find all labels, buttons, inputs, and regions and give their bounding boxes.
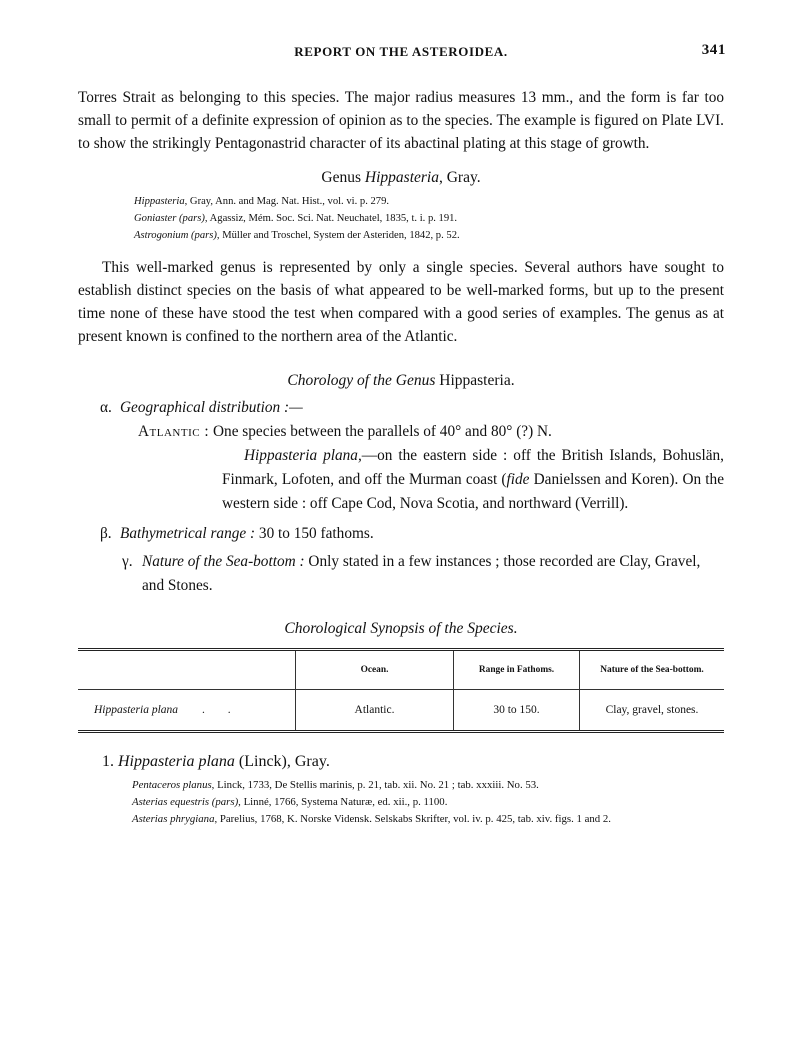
reference-item (132, 811, 724, 828)
atlantic-label: Atlantic : (138, 423, 210, 440)
reference-text: , Parelius, 1768, K. Norske Vidensk. Selskabs Skrifter, vol. iv. p. 425, tab. xiv. figs. 1 and 2. (214, 813, 611, 825)
species-author: (Linck), Gray. (234, 753, 330, 770)
distribution-detail (222, 444, 724, 516)
table-header-row (78, 650, 724, 690)
genus-name: Hippasteria (364, 169, 439, 186)
running-header (78, 40, 724, 64)
atlantic-text: One species between the parallels of 40° and 80° (?) N. (213, 423, 552, 440)
reference-name: Asterias phrygiana (132, 813, 215, 825)
genus-heading (78, 169, 724, 187)
chorology-heading (78, 372, 724, 390)
reference-name: Hippasteria (134, 196, 185, 207)
synopsis-dots: . . (202, 704, 241, 716)
bathymetrical-range (78, 522, 724, 546)
geographical-heading: Geographical distribution :— (120, 399, 303, 416)
table-header-cell: Ocean. (296, 650, 454, 690)
reference-item (134, 210, 724, 227)
page (78, 40, 724, 828)
distribution-fide: fide (506, 471, 530, 488)
species-heading (102, 753, 724, 771)
chorology-heading-italic: Chorology of the Genus (287, 372, 436, 389)
atlantic-line (138, 420, 724, 444)
genus-references (134, 193, 724, 244)
sea-bottom-text: Only stated in a few instances ; those recorded are Clay, Gravel, and Stones. (142, 553, 701, 594)
synopsis-table (78, 648, 724, 733)
table-row (78, 690, 724, 732)
bathymetrical-text: 30 to 150 fathoms. (255, 525, 374, 542)
running-title: REPORT ON THE ASTEROIDEA. (294, 44, 508, 59)
intro-paragraph: Torres Strait as belonging to this species. The major radius measures 13 mm., and the form is far too small to permit of a definite expression of opinion as to the species. The example is figured on Plate LVI. to show the strikingly Pentagonastrid character of its abactinal plating at this stage of growth. (78, 89, 724, 152)
reference-text: , Linné, 1766, Systema Naturæ, ed. xii., p. 1100. (238, 796, 448, 808)
item-label-gamma: γ. (122, 553, 133, 570)
reference-name: Asterias equestris (pars) (132, 796, 239, 808)
reference-text: , Linck, 1733, De Stellis marinis, p. 21, tab. xii. No. 21 ; tab. xxxiii. No. 53. (211, 779, 539, 791)
table-cell-bottom: Clay, gravel, stones. (580, 690, 725, 732)
reference-text: , Gray, Ann. and Mag. Nat. Hist., vol. vi. p. 279. (184, 196, 390, 207)
synopsis-heading: Chorological Synopsis of the Species. (284, 620, 518, 637)
genus-description: This well-marked genus is represented by only a single species. Several authors have sought to establish distinct species on the basis of what appeared to be well-marked forms, but up to the present time none of these have stood the test when compared with a good series of examples. The genus as at present known is confined to the northern area of the Atlantic. (78, 259, 724, 345)
table-cell-ocean: Atlantic. (296, 690, 454, 732)
distribution-text-1: —on the eastern side : off the British Islands, Bohuslän, Finmark, Lofoten, and off the Murman coast ( (222, 447, 724, 488)
chorology-heading-genus: Hippasteria. (439, 372, 515, 389)
distribution-text-2: Danielssen and Koren). On the western side : off Cape Cod, Nova Scotia, and northward (Verrill). (222, 471, 724, 512)
item-label-beta: β. (100, 525, 112, 542)
table-header-cell: Range in Fathoms. (454, 650, 580, 690)
table-cell-range: 30 to 150. (454, 690, 580, 732)
reference-name: Goniaster (pars) (134, 213, 205, 224)
genus-author: , Gray. (438, 169, 481, 186)
item-label-alpha: α. (100, 399, 112, 416)
reference-name: Pentaceros planus (132, 779, 212, 791)
reference-name: Astrogonium (pars) (134, 230, 217, 241)
sea-bottom-heading: Nature of the Sea-bottom : (142, 553, 305, 570)
species-name: Hippasteria plana (118, 753, 235, 770)
synopsis-species: Hippasteria plana (94, 704, 179, 716)
geographical-distribution (78, 396, 724, 420)
table-cell-species (78, 690, 296, 732)
genus-label: Genus (321, 169, 362, 186)
page-number: 341 (701, 42, 726, 58)
reference-text: , Müller and Troschel, System der Asteriden, 1842, p. 52. (216, 230, 460, 241)
reference-item (134, 193, 724, 210)
reference-item (134, 227, 724, 244)
species-number: 1. (102, 753, 114, 770)
table-header-cell (78, 650, 296, 690)
table-header-cell: Nature of the Sea-bottom. (580, 650, 725, 690)
bathymetrical-heading: Bathymetrical range : (120, 525, 256, 542)
sea-bottom (100, 550, 724, 598)
species-references (132, 777, 724, 828)
distribution-species: Hippasteria plana, (244, 447, 362, 464)
reference-item (132, 777, 724, 794)
reference-item (132, 794, 724, 811)
reference-text: , Agassiz, Mém. Soc. Sci. Nat. Neuchatel, 1835, t. i. p. 191. (204, 213, 458, 224)
